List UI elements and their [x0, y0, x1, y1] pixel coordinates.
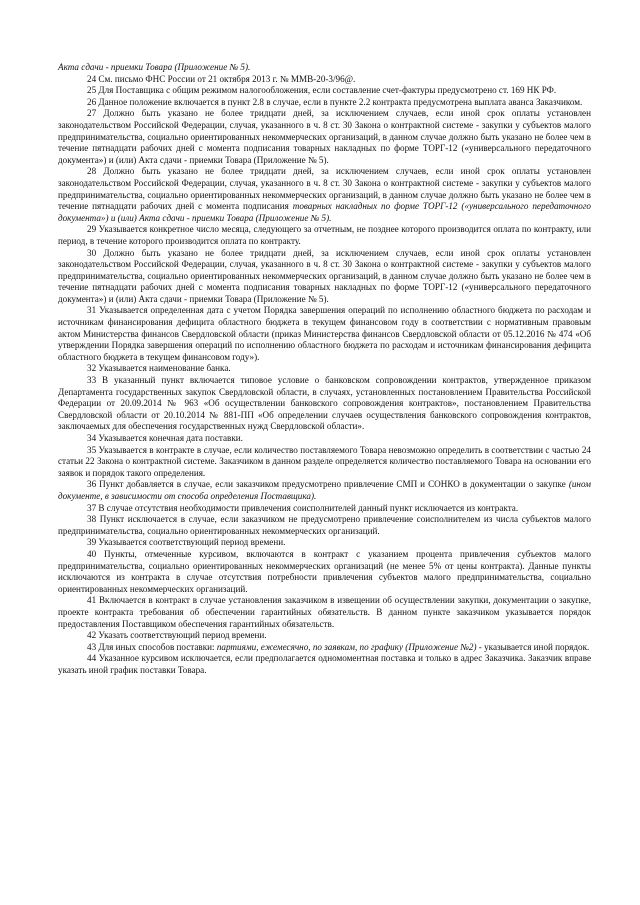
- paragraph-text: 30 Должно быть указано не более тридцати дней, за исключением случаев, если иной срок оплаты установлен законодательством Российской Федерации, случая, указанного в ч. 8 ст. 30 Закона о контрактной системе - закупки у субъектов малого предпринимательства, социально ориентированных некоммерческих организаций, в данном случае должно быть указано не более чем в течение пятнадцати рабочих дней с момента подписания товарных накладных по форме ТОРГ-12 («универсального передаточного документа») и (или) Акта сдачи - приемки Товара (Приложение № 5).: [58, 247, 591, 304]
- footnote-30: [58, 248, 591, 306]
- paragraph-text: 34 Указывается конечная дата поставки.: [87, 433, 243, 443]
- footnote-44: [58, 653, 591, 676]
- footnote-35: [58, 445, 591, 480]
- footnote-43: [58, 642, 591, 654]
- footnote-38: [58, 514, 591, 537]
- paragraph-text: 29 Указывается конкретное число месяца, следующего за отчетным, не позднее которого производится оплата по контракту, или период, в течение которого производится оплата по контракту.: [58, 224, 591, 246]
- paragraph-text: 43 Для иных способов поставки:: [87, 641, 215, 652]
- paragraph-italic-text: партиями, ежемесячно, по заявкам, по графику (Приложение №2): [216, 641, 477, 652]
- footnote-24: [58, 74, 591, 86]
- footnote-37: [58, 503, 591, 515]
- paragraph-text: 24 См. письмо ФНС России от 21 октября 2013 г. № ММВ-20-3/96@.: [87, 73, 356, 84]
- paragraph-text: 26 Данное положение включается в пункт 2.8 в случае, если в пункте 2.2 контракта предусмотрена выплата аванса Заказчиком.: [87, 96, 583, 107]
- footnote-32: [58, 363, 591, 375]
- footnote-34: [58, 433, 591, 445]
- footnote-39: [58, 537, 591, 549]
- footnote-36: [58, 479, 591, 502]
- paragraph-text: 31 Указывается определенная дата с учетом Порядка завершения операций по исполнению областного бюджета по расходам и источникам финансирования дефицита областного бюджета в текущем финансовом году в соответствии с нормативным правовым актом Министерства финансов Свердловской области (приказ Министерства финансов Свердловской области от 05.12.2016 № 474 «Об утверждении Порядка завершения операций по исполнению областного бюджета по расходам и источникам финансирования дефицита областного бюджета в текущем финансовом году»).: [58, 305, 591, 362]
- paragraph-text: 38 Пункт исключается в случае, если заказчиком не предусмотрено привлечение соисполнителем из числа субъектов малого предпринимательства, социально ориентированных некоммерческих организаций.: [58, 514, 591, 536]
- paragraph-text: 32 Указывается наименование банка.: [87, 363, 231, 374]
- footnote-40: [58, 549, 591, 595]
- paragraph-text: 42 Указать соответствующий период времени.: [87, 630, 267, 641]
- paragraph-text: 25 Для Поставщика с общим режимом налогообложения, если составление счет-фактуры предусмотрено ст. 169 НК РФ.: [87, 85, 557, 96]
- footnote-33: [58, 375, 591, 433]
- footnote-42: [58, 630, 591, 642]
- paragraph-text: 36 Пункт добавляется в случае, если заказчиком предусмотрено привлечение СМП и СОНКО в документации о закупке: [87, 479, 566, 490]
- paragraph-text: 27 Должно быть указано не более тридцати дней, за исключением случаев, если иной срок оплаты установлен законодательством Российской Федерации, случая, указанного в ч. 8 ст. 30 Закона о контрактной системе - закупки у субъектов малого предпринимательства, социально ориентированных некоммерческих организаций, в данном случае должно быть указано не более чем в течение пятнадцати рабочих дней с момента подписания товарных накладных по форме ТОРГ-12 («универсального передаточного документа») и (или) Акта сдачи - приемки Товара (Приложение № 5).: [58, 108, 591, 165]
- paragraph-text: 37 В случае отсутствия необходимости привлечения соисполнителей данный пункт исключается из контракта.: [87, 502, 519, 513]
- paragraph-italic-text: товарных накладных по форме ТОРГ-12 («универсального передаточного документа») и (или) Акта сдачи - приемки Товара (Приложение № 5).: [58, 201, 591, 223]
- footnote-28: [58, 166, 591, 224]
- footnote-41: [58, 595, 591, 630]
- paragraph-text: 35 Указывается в контракте в случае, если количество поставляемого Товара невозможно определить в соответствии с частью 24 статьи 22 Закона о контрактной системе. Заказчиком в данном разделе определяется количество поставляемого Товара на основании его заявок и порядок такого определения.: [58, 444, 591, 478]
- footnote-25: [58, 85, 591, 97]
- paragraph-continuation: [58, 62, 591, 74]
- footnote-27: [58, 108, 591, 166]
- paragraph-text: Акта сдачи - приемки Товара (Приложение № 5).: [58, 62, 251, 72]
- paragraph-text: 41 Включается в контракт в случае установления заказчиком в извещении об осуществлении закупки, документации о закупке, проекте контракта требования об обеспечении гарантийных обязательств. В данном пункте заказчиком указывается порядок предоставления Поставщиком обеспечения гарантийных обязательств.: [58, 595, 591, 629]
- footnote-29: [58, 224, 591, 247]
- paragraph-italic-text: (ином документе, в зависимости от способа определения Поставщика).: [58, 479, 591, 501]
- paragraph-text-tail: - указывается иной порядок.: [476, 641, 590, 652]
- paragraph-text: 28 Должно быть указано не более тридцати дней, за исключением случаев, если иной срок оплаты установлен законодательством Российской Федерации, случая, указанного в ч. 8 ст. 30 Закона о контрактной системе - закупки у субъектов малого предпринимательства, социально ориентированных некоммерческих организаций, в данном случае должно быть указано не более чем в течение пятнадцати рабочих дней с момента подписания: [58, 166, 591, 212]
- footnote-26: [58, 97, 591, 109]
- paragraph-text: 33 В указанный пункт включается типовое условие о банковском сопровождении контрактов, утвержденное приказом Департамента государственных закупок Свердловской области, в случаях, установленных постановлением Правительства Российской Федерации от 20.09.2014 № 963 «Об осуществлении банковского сопровождения контрактов», постановлением Правительства Свердловской области от 20.10.2014 № 881-ПП «Об определении случаев осуществления банковского сопровождения контрактов, заключаемых для обеспечения государственных нужд Свердловской области».: [58, 375, 591, 432]
- paragraph-text: 40 Пункты, отмеченные курсивом, включаются в контракт с указанием процента привлечения субъектов малого предпринимательства, социально ориентированных некоммерческих организаций (не менее 5% от цены контракта). Данные пункты исключаются из контракта в случае отсутствия потребности привлечения субъектов малого предпринимательства, социально ориентированных некоммерческих организаций.: [58, 548, 591, 594]
- paragraph-text: 39 Указывается соответствующий период времени.: [87, 537, 286, 548]
- paragraph-text: 44 Указанное курсивом исключается, если предполагается одномоментная поставка и только в адрес Заказчика. Заказчик вправе указать иной график поставки Товара.: [58, 653, 591, 675]
- footnote-31: [58, 305, 591, 363]
